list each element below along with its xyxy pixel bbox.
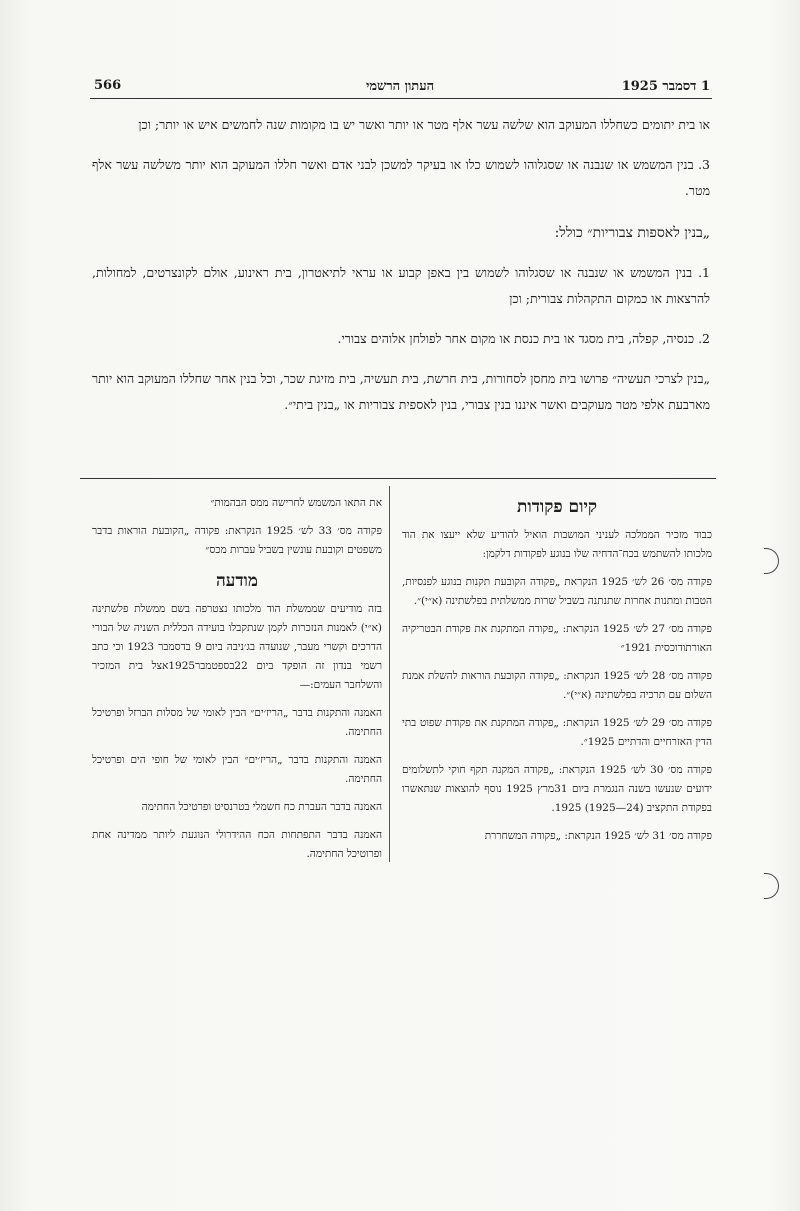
treaty-electric-transit: האמנה בדבר העברת כח חשמלי בטרנסיט ופרטיכל החתימה	[141, 801, 382, 813]
notice-column	[92, 494, 382, 873]
publication-title: העתון הרשמי	[365, 79, 435, 94]
treaty-hydraulic-power: האמנה בדבר התפתחות הכח ההידרולי הנוגעת ליותר ממדינה אחת ופרוטיכל החתימה.	[92, 829, 382, 860]
ordinances-title: קיום פקודות	[516, 497, 598, 517]
binder-hole-upper	[764, 548, 779, 574]
paragraph-clause-3: 3. בנין המשמש או שנבנה או שסגלוהו לשמוש כלו או בעיקר למשכן לבני אדם ואשר חללו המעוקב הוא יותר משלשה עשר אלף מטר.	[92, 157, 710, 198]
ordinance-30: פקודה מס׳ 30 לש׳ 1925 הנקראת: „פקודה המקנה תקף חוקי לתשלומים ידועים שנעשו בשנה הנגמרת ביום 31מרץ 1925 נוסף להוצאות שנתאשרו בפקודת התקציב (24—1925) 1925.	[402, 764, 712, 814]
issue-date: 1 דסמבר 1925	[621, 79, 710, 94]
ordinance-28: פקודה מס׳ 28 לש׳ 1925 הנקראת: „פקודה הקובעת הוראות להשלת אמנת השלום עם תרכיה בפלשתינה (א״י)״.	[402, 670, 713, 701]
treaty-railways: האמנה והתקנות בדבר „הריז׳ים״ הבין לאומי של מסלות הברזל ופרטיכל החתימה.	[92, 707, 382, 738]
ordinance-26: פקודה מס׳ 26 לש׳ 1925 הנקראת „פקודה הקובעת תקנות בנוגע לפנסיות, הטבות ומתנות אחרות שתנתנה בשביל שרות ממשלתית בפלשתינה (א״י)״.	[402, 576, 712, 607]
ordinances-intro: כבוד מזכיר הממלכה לעניני המושבות הואיל להודיע שלא ייעצו את הוד מלכותו להשתמש בכח־הדחיה שלו בנוגע לפקודות דלקמן:	[402, 529, 712, 560]
ordinance-29: פקודה מס׳ 29 לש׳ 1925 הנקראת: „פקודה המתקנת את פקודת שפוט בתי הדין האזרחיים והדתיים 1925״.	[402, 717, 712, 748]
ordinance-32-continuation: את התאו המשמש לחרישה ממס הבהמות״	[210, 497, 382, 509]
section-divider	[80, 478, 716, 479]
definition-industrial-building: „בנין לצרכי תעשיה״ פרושו בית מחסן לסחורות, בית חרשת, בית תעשיה, בית מזיגת שכר, וכל בנין אחר שחללו המעוקב הוא יותר מארבעת אלפי מטר מעוקבים ואשר איננו בנין צבורי, בנין לאספית צבוריות או „בנין ביתי״.	[92, 371, 710, 412]
column-divider	[389, 486, 390, 862]
binder-hole-lower	[764, 873, 779, 899]
paragraph-clause-2: 2. כנסיה, קפלה, בית מסגד או בית כנסת או מקום אחר לפולחן אלוהים צבורי.	[337, 331, 710, 346]
page-number: 566	[94, 78, 122, 93]
ordinance-27: פקודה מס׳ 27 לש׳ 1925 הנקראת: „פקודה המתקנת את פקודת הבטריקיה האורתודוכסית 1921״	[402, 623, 713, 654]
definitions-section	[92, 112, 710, 418]
notice-title: מודעה	[215, 571, 258, 591]
header-divider	[90, 98, 712, 99]
ordinance-31: פקודה מס׳ 31 לש׳ 1925 הנקראת: „פקודה המשחררת	[484, 830, 712, 842]
paragraph-orphanage: או בית יתומים כשחללו המעוקב הוא שלשה עשר אלף מטר או יותר ואשר יש בו מקומות שנה לחמשים איש או יותר; וכן	[138, 117, 710, 132]
paragraph-clause-1: 1. בנין המשמש או שנבנה או שסגלוהו לשמוש בין באפן קבוע או עראי לתיאטרון, בית ראינוע, אולם לקונצרטים, למחולות, להרצאות או כמקום התקהלות צבורית; וכן	[92, 265, 710, 306]
ordinance-33: פקודה מס׳ 33 לש׳ 1925 הנקראת: פקודה „הקובעת הוראות בדבר משפטים וקובעת עונשין בשביל עברות מכס״	[92, 525, 382, 556]
notice-intro: בזה מודיעים שממשלת הוד מלכותו נצטרפה בשם ממשלת פלשתינה (א״י) לאמנות הנזכרות לקמן שנתקבלו בועידה הכללית השניה של הבורי הדרכים וקשרי מעבר, שנועדה בג׳ניבה ביום 9 בדסמבר 1923 וכי כתב רשמי בנדון זה הופקד ביום 22בספטמבר1925אצל בית המזכיר והשלחבר העמים:—	[92, 603, 383, 691]
ordinances-column	[402, 492, 712, 855]
definition-public-assembly: „בנין לאספות צבוריות״ כולל:	[554, 225, 710, 241]
page-header	[90, 76, 710, 98]
treaty-ports: האמנה והתקנות בדבר „הריז׳ים״ הבין לאומי של חופי הים ופרטיכל החתימה.	[92, 754, 382, 785]
